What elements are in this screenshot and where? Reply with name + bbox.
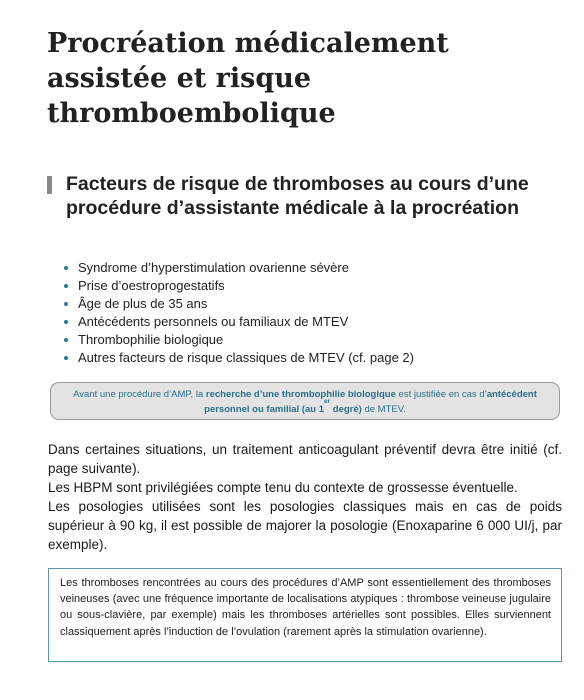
list-item: Autres facteurs de risque classiques de MTEV (cf. page 2) xyxy=(62,349,562,367)
callout-text: est justifiée en cas d’ xyxy=(395,389,487,400)
list-item: Thrombophilie biologique xyxy=(62,331,562,349)
callout-text: de MTEV. xyxy=(361,404,406,415)
list-item: Syndrome d’hyperstimulation ovarienne sévère xyxy=(62,259,562,277)
paragraph: Les posologies utilisées sont les posologies classiques mais en cas de poids supérieur à 90 kg, il est possible de majorer la posologie (Enoxaparine 6 000 UI/j, par exemple). xyxy=(48,499,562,552)
callout-emphasis: recherche d’une thrombophilie biologique xyxy=(205,389,396,400)
body-text xyxy=(48,440,562,554)
list-item: Prise d’oestroprogestatifs xyxy=(62,277,562,295)
page-title: Procréation médicalement assistée et risque thromboembolique xyxy=(47,28,449,129)
callout-emphasis-text: antécédent personnel ou familial (au 1 xyxy=(204,389,537,415)
list-item: Âge de plus de 35 ans xyxy=(62,295,562,313)
callout-emphasis-text: degré) xyxy=(330,404,362,415)
section-marker xyxy=(47,176,52,194)
section-heading: Facteurs de risque de thromboses au cours d’une procédure d’assistante médicale à la procréation xyxy=(66,173,529,219)
list-item: Antécédents personnels ou familiaux de MTEV xyxy=(62,313,562,331)
callout-superscript: er xyxy=(323,398,331,405)
risk-factor-list xyxy=(62,259,562,367)
thrombophilia-callout xyxy=(50,382,560,420)
paragraph: Dans certaines situations, un traitement anticoagulant préventif devra être initié (cf. page suivante). xyxy=(48,442,562,476)
callout-text: Avant une procédure d’AMP, la xyxy=(73,389,206,400)
note-box: Les thromboses rencontrées au cours des procédures d’AMP sont essentiellement des thromboses veineuses (avec une fréquence importante de localisations atypiques : thrombose veineuse jugulaire ou sous-clavière, par exemple) mais les thromboses artérielles sont possibles. Elles surviennent classiquement après l’induction de l’ovulation (rarement après la stimulation ovarienne). xyxy=(48,568,562,662)
paragraph: Les HBPM sont privilégiées compte tenu du contexte de grossesse éventuelle. xyxy=(48,480,518,495)
